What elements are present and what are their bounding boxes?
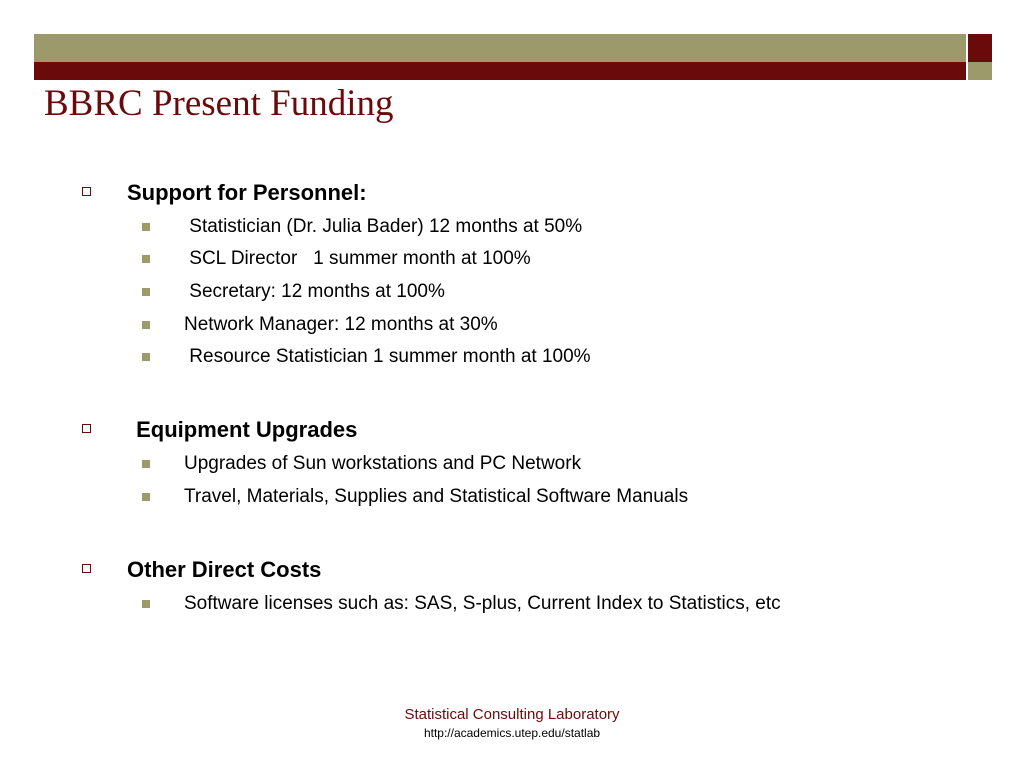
hollow-square-bullet-icon	[82, 187, 91, 196]
list-item	[142, 592, 781, 664]
list-item	[142, 485, 689, 557]
list-item-text: Statistician (Dr. Julia Bader) 12 months at 50%	[184, 216, 583, 237]
square-bullet-icon	[142, 321, 150, 329]
square-bullet-icon	[142, 255, 150, 263]
square-bullet-icon	[142, 223, 150, 231]
list-item-text: Upgrades of Sun workstations and PC Network	[184, 453, 582, 474]
square-bullet-icon	[142, 493, 150, 501]
header-corner-square-red	[968, 34, 992, 62]
header-band-red	[34, 62, 966, 80]
list-item-text: Resource Statistician 1 summer month at 100%	[184, 346, 591, 367]
list-item-text: Software licenses such as: SAS, S-plus, Current Index to Statistics, etc	[184, 593, 781, 614]
list-item-text: Network Manager: 12 months at 30%	[184, 314, 498, 335]
list-item-text: SCL Director 1 summer month at 100%	[184, 248, 531, 269]
square-bullet-icon	[142, 460, 150, 468]
slide-title: BBRC Present Funding	[44, 83, 394, 124]
header-band-olive	[34, 34, 966, 62]
section-heading-text: Other Direct Costs	[127, 557, 322, 582]
footer-url: http://academics.utep.edu/statlab	[423, 726, 601, 740]
list-item	[142, 345, 591, 417]
square-bullet-icon	[142, 353, 150, 361]
header-corner-square-olive	[968, 62, 992, 80]
section-heading-text: Support for Personnel:	[127, 180, 367, 205]
hollow-square-bullet-icon	[82, 424, 91, 433]
footer-organization-name: Statistical Consulting Laboratory	[404, 706, 620, 723]
list-item-text: Travel, Materials, Supplies and Statistical Software Manuals	[184, 486, 689, 507]
list-item-text: Secretary: 12 months at 100%	[184, 281, 445, 302]
square-bullet-icon	[142, 288, 150, 296]
section-heading-text: Equipment Upgrades	[130, 417, 358, 442]
hollow-square-bullet-icon	[82, 564, 91, 573]
square-bullet-icon	[142, 600, 150, 608]
